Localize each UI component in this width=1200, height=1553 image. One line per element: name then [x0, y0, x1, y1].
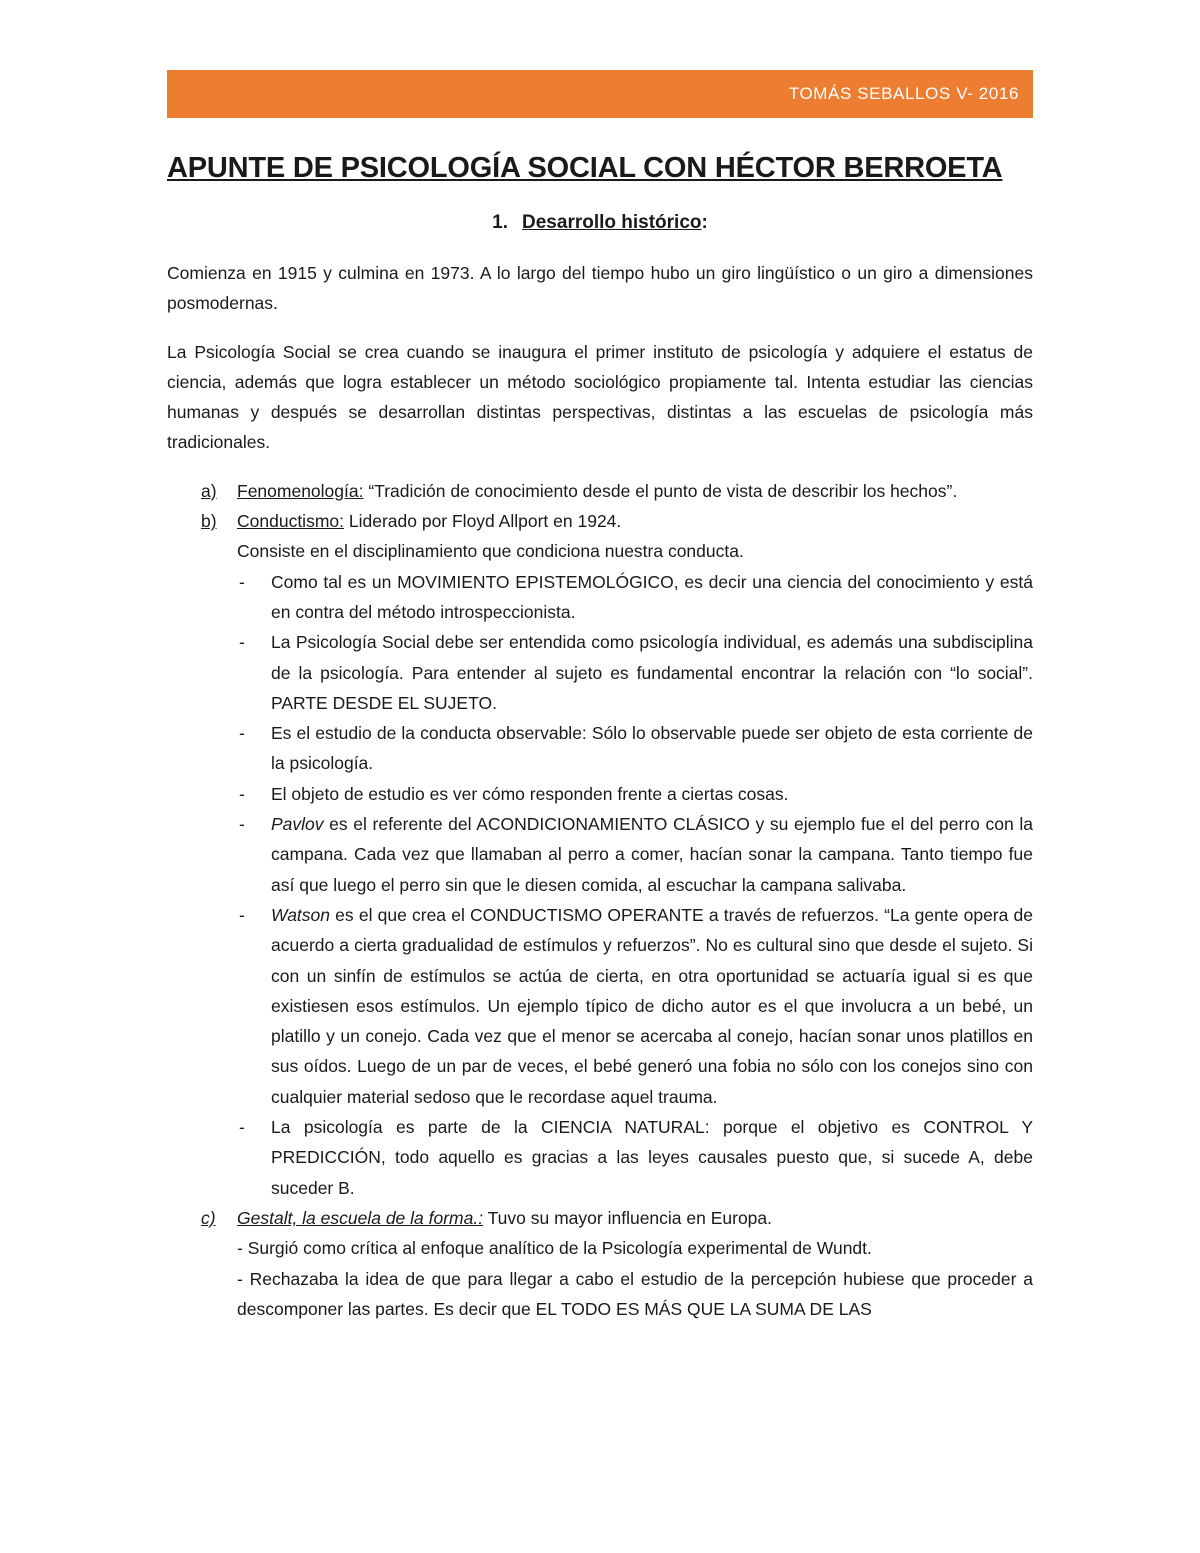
- item-label: b): [201, 511, 217, 532]
- bullet-item: - La Psicología Social debe ser entendida como psicología individual, es además una subdisciplina de la psicología. Para entender al sujeto es fundamental encontrar la relación con “lo social”. PARTE DESDE EL SUJETO.: [167, 627, 1033, 718]
- item-text: “Tradición de conocimiento desde el punto de vista de describir los hechos”.: [363, 480, 958, 501]
- bullet-text: es el que crea el CONDUCTISMO OPERANTE a través de refuerzos. “La gente opera de acuerdo a cierta gradualidad de estímulos y refuerzos”. No es cultural sino que desde el sujeto. Si con un sinfín de estímulos se actúa de cierta, en otra oportunidad se actuaría igual si es que existiesen esos estímulos. Un ejemplo típico de dicho autor es el que involucra a un bebé, un platillo y un conejo. Cada vez que el menor se acercaba al conejo, hacían sonar unos platillos en sus oídos. Luego de un par de veces, el bebé generó una fobia no sólo con los conejos sino con cualquier material sedoso que le recordase aquel trauma.: [271, 904, 1033, 1107]
- paragraph-psicologia-social: La Psicología Social se crea cuando se inaugura el primer instituto de psicología y adquiere el estatus de ciencia, además que logra establecer un método sociológico propiamente tal. Intenta estudiar las ciencias humanas y después se desarrollan distintas perspectivas, distintas a las escuelas de psicología más tradicionales.: [167, 341, 1033, 453]
- bullet-item-watson: [167, 900, 1033, 1112]
- bullet-item-pavlov: [167, 809, 1033, 900]
- section-heading: [0, 212, 1200, 234]
- item-label: c): [201, 1207, 216, 1228]
- author-name: Watson: [271, 904, 331, 925]
- bullet-item: - Es el estudio de la conducta observable: Sólo lo observable puede ser objeto de esta corriente de la psicología.: [167, 718, 1033, 779]
- bullet-item: - El objeto de estudio es ver cómo responden frente a ciertas cosas.: [167, 779, 1033, 809]
- document-title: APUNTE DE PSICOLOGÍA SOCIAL CON HÉCTOR BERROETA: [167, 152, 1003, 184]
- item-term: Conductismo:: [237, 511, 344, 532]
- header-author-year: TOMÁS SEBALLOS V- 2016: [788, 84, 1019, 103]
- intro-paragraph: Comienza en 1915 y culmina en 1973. A lo largo del tiempo hubo un giro lingüístico o un giro a dimensiones posmodernas.: [167, 263, 1033, 314]
- item-term: Fenomenología:: [237, 480, 364, 501]
- list-item-fenomenologia: [167, 476, 1033, 506]
- list-item-gestalt: [167, 1203, 1033, 1233]
- schools-list: [167, 476, 1033, 1324]
- bullet-text: es el referente del ACONDICIONAMIENTO CLÁSICO y su ejemplo fue el del perro con la campana. Cada vez que llamaban al perro a comer, hacían sonar la campana. Tanto tiempo fue así que luego el perro sin que le diesen comida, al escuchar la campana salivaba.: [271, 814, 1033, 895]
- section-label: Desarrollo histórico: [522, 212, 702, 233]
- section-suffix: :: [701, 212, 708, 233]
- bullet-item: - Como tal es un MOVIMIENTO EPISTEMOLÓGICO, es decir una ciencia del conocimiento y está en contra del método introspeccionista.: [167, 567, 1033, 628]
- document-body: [167, 258, 1033, 1324]
- header-bar: [167, 70, 1033, 118]
- section-number: 1.: [492, 212, 509, 233]
- conductismo-bullets: [167, 567, 1033, 1203]
- item-text: Liderado por Floyd Allport en 1924.: [344, 511, 622, 532]
- item-text: Tuvo su mayor influencia en Europa.: [483, 1207, 773, 1228]
- list-item-conductismo: [167, 506, 1033, 536]
- gestalt-dash-2: - Rechazaba la idea de que para llegar a cabo el estudio de la percepción hubiese que proceder a descomponer las partes. Es decir que EL TODO ES MÁS QUE LA SUMA DE LAS: [237, 1268, 1033, 1319]
- gestalt-dash-1: - Surgió como crítica al enfoque analítico de la Psicología experimental de Wundt.: [237, 1238, 872, 1259]
- conductismo-description: Consiste en el disciplinamiento que condiciona nuestra conducta.: [237, 541, 744, 562]
- bullet-item: - La psicología es parte de la CIENCIA NATURAL: porque el objetivo es CONTROL Y PREDICCIÓN, todo aquello es gracias a las leyes causales puesto que, si sucede A, debe suceder B.: [167, 1112, 1033, 1203]
- item-label: a): [201, 480, 217, 501]
- item-term: Gestalt, la escuela de la forma.:: [237, 1207, 484, 1228]
- author-name: Pavlov: [271, 814, 324, 835]
